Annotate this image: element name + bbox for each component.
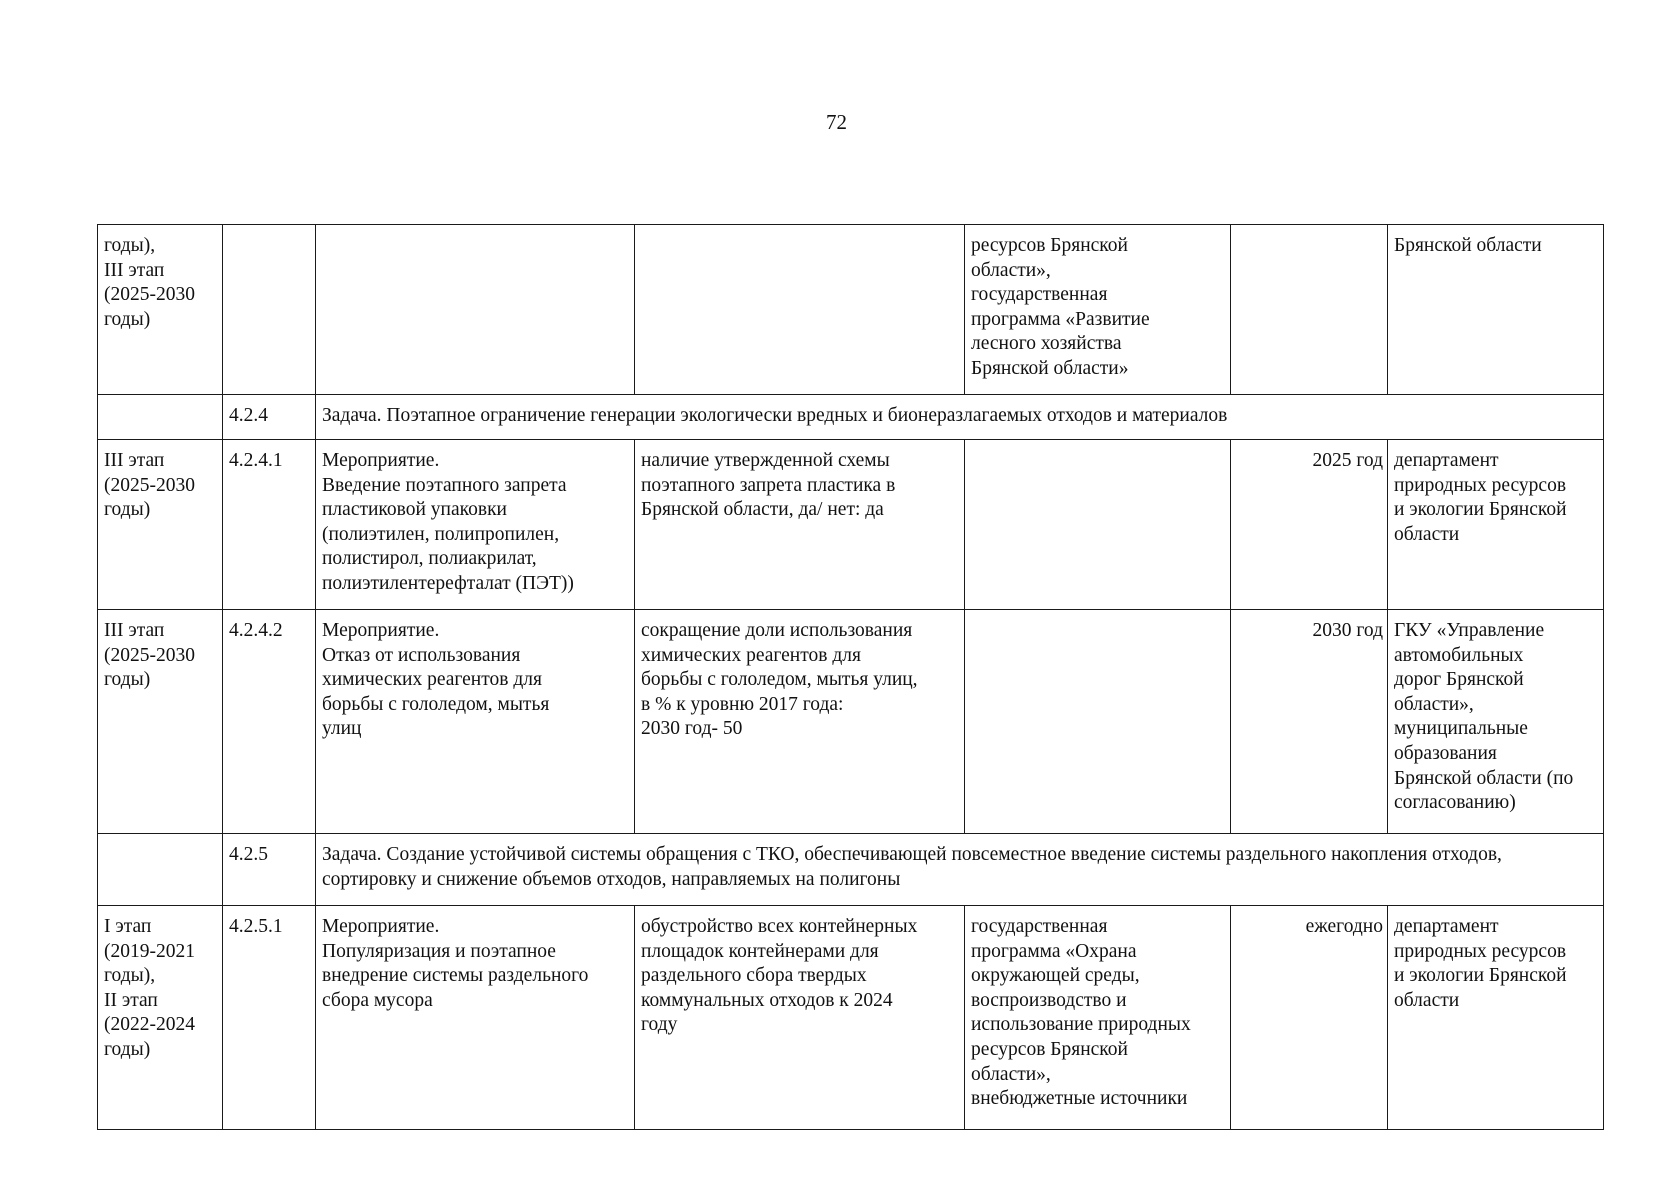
program-cell-line: окружающей среды,	[971, 965, 1140, 987]
program-cell-line: внебюджетные источники	[971, 1088, 1188, 1110]
executor-cell-line: дорог Брянской	[1394, 669, 1524, 691]
stage-cell-line: годы)	[104, 669, 151, 691]
page-number: 72	[826, 110, 847, 134]
measures-table	[97, 224, 1604, 1130]
stage-cell	[98, 440, 223, 610]
indicator-cell-line: коммунальных отходов к 2024	[641, 989, 893, 1011]
event-cell	[316, 225, 635, 395]
event-cell-line: Мероприятие.	[322, 450, 440, 471]
executor-cell-line: и экологии Брянской	[1394, 499, 1567, 521]
task-title: Задача. Создание устойчивой системы обращения с ТКО, обеспечивающей повсеместное введение системы раздельного накопления отходов, сортировку и снижение объемов отходов, направляемых на полигоны	[322, 844, 1502, 890]
event-cell-line: борьбы с гололедом, мытья	[322, 693, 550, 715]
stage-cell	[98, 906, 223, 1130]
executor-cell-line: муниципальные	[1394, 718, 1528, 740]
executor-cell-line: природных ресурсов	[1394, 940, 1567, 962]
program-cell-line: лесного хозяйства	[971, 333, 1122, 355]
program-cell	[965, 225, 1231, 395]
executor-cell-line: согласованию)	[1394, 792, 1516, 814]
program-cell-line: программа «Охрана	[971, 940, 1137, 962]
task-row	[98, 834, 1604, 906]
number-cell: 4.2.4	[223, 395, 316, 440]
executor-cell-line: области	[1394, 523, 1460, 545]
executor-cell-line: департамент	[1394, 916, 1499, 937]
event-cell-line: химических реагентов для	[322, 669, 542, 691]
program-cell-line: ресурсов Брянской	[971, 235, 1128, 256]
task-title-cell	[316, 395, 1604, 440]
event-cell-line: внедрение системы раздельного	[322, 965, 589, 987]
table-row	[98, 225, 1604, 395]
indicator-cell-line: Брянской области, да/ нет: да	[641, 499, 884, 521]
event-cell	[316, 906, 635, 1130]
executor-cell-line: и экологии Брянской	[1394, 965, 1567, 987]
stage-cell-line: (2025-2030	[104, 474, 195, 496]
stage-cell-line: годы),	[104, 965, 156, 987]
stage-cell-line: I этап	[104, 916, 152, 937]
executor-cell-line: департамент	[1394, 450, 1499, 471]
event-cell-line: сбора мусора	[322, 989, 433, 1011]
program-cell	[965, 440, 1231, 610]
program-cell-line: программа «Развитие	[971, 308, 1150, 330]
program-cell	[965, 610, 1231, 834]
program-cell-line: использование природных	[971, 1014, 1191, 1036]
executor-cell-line: Брянской области	[1394, 235, 1542, 256]
indicator-cell-line: борьбы с гололедом, мытья улиц,	[641, 669, 918, 691]
executor-cell-line: образования	[1394, 742, 1497, 764]
table-body	[98, 225, 1604, 1130]
indicator-cell-line: обустройство всех контейнерных	[641, 916, 918, 937]
event-cell-line: Мероприятие.	[322, 620, 440, 641]
executor-cell-line: Брянской области (по	[1394, 767, 1574, 789]
stage-cell-line: (2025-2030	[104, 284, 195, 306]
stage-cell-line: (2025-2030	[104, 644, 195, 666]
executor-cell-line: ГКУ «Управление	[1394, 620, 1545, 641]
indicator-cell-line: в % к уровню 2017 года:	[641, 693, 844, 715]
stage-cell-line: годы)	[104, 499, 151, 521]
number-cell	[223, 225, 316, 395]
indicator-cell-line: наличие утвержденной схемы	[641, 450, 890, 471]
executor-cell-line: области	[1394, 989, 1460, 1011]
program-cell-line: области»,	[971, 259, 1051, 281]
event-cell-line: улиц	[322, 718, 362, 740]
event-cell	[316, 440, 635, 610]
indicator-cell	[635, 225, 965, 395]
indicator-cell-line: химических реагентов для	[641, 644, 861, 666]
stage-cell	[98, 834, 223, 906]
indicator-cell-line: году	[641, 1014, 678, 1036]
stage-cell	[98, 225, 223, 395]
event-cell-line: пластиковой упаковки	[322, 499, 507, 521]
task-title-cell	[316, 834, 1604, 906]
indicator-cell-line: площадок контейнерами для	[641, 940, 879, 962]
term-cell	[1231, 225, 1388, 395]
task-row	[98, 395, 1604, 440]
event-cell-line: полистирол, полиакрилат,	[322, 548, 537, 570]
event-cell-line: Мероприятие.	[322, 916, 440, 937]
table-row	[98, 440, 1604, 610]
stage-cell-line: годы),	[104, 235, 156, 256]
term-cell: 2025 год	[1231, 440, 1388, 610]
number-cell: 4.2.5	[223, 834, 316, 906]
program-cell-line: государственная	[971, 916, 1108, 937]
executor-cell	[1388, 610, 1604, 834]
program-cell-line: воспроизводство и	[971, 989, 1127, 1011]
executor-cell-line: области»,	[1394, 693, 1474, 715]
number-cell: 4.2.5.1	[223, 906, 316, 1130]
indicator-cell	[635, 610, 965, 834]
event-cell-line: полиэтилентерефталат (ПЭТ))	[322, 572, 574, 594]
term-cell: 2030 год	[1231, 610, 1388, 834]
executor-cell	[1388, 906, 1604, 1130]
stage-cell	[98, 610, 223, 834]
program-cell-line: государственная	[971, 284, 1108, 306]
stage-cell-line: II этап	[104, 989, 158, 1011]
indicator-cell-line: 2030 год- 50	[641, 718, 743, 740]
indicator-cell-line: раздельного сбора твердых	[641, 965, 867, 987]
stage-cell-line: III этап	[104, 450, 165, 471]
program-cell-line: Брянской области»	[971, 357, 1129, 379]
table-row	[98, 610, 1604, 834]
event-cell-line: Популяризация и поэтапное	[322, 940, 556, 962]
stage-cell-line: (2019-2021	[104, 940, 195, 962]
stage-cell-line: годы)	[104, 1038, 151, 1060]
stage-cell-line: III этап	[104, 620, 165, 641]
event-cell-line: Введение поэтапного запрета	[322, 474, 567, 496]
indicator-cell	[635, 440, 965, 610]
table-row	[98, 906, 1604, 1130]
stage-cell	[98, 395, 223, 440]
event-cell-line: (полиэтилен, полипропилен,	[322, 523, 560, 545]
program-cell	[965, 906, 1231, 1130]
task-title: Задача. Поэтапное ограничение генерации экологически вредных и бионеразлагаемых отходов и материалов	[322, 405, 1228, 426]
event-cell-line: Отказ от использования	[322, 644, 521, 666]
stage-cell-line: годы)	[104, 308, 151, 330]
event-cell	[316, 610, 635, 834]
indicator-cell	[635, 906, 965, 1130]
executor-cell	[1388, 225, 1604, 395]
indicator-cell-line: сокращение доли использования	[641, 620, 913, 641]
executor-cell-line: природных ресурсов	[1394, 474, 1567, 496]
program-cell-line: области»,	[971, 1063, 1051, 1085]
indicator-cell-line: поэтапного запрета пластика в	[641, 474, 896, 496]
stage-cell-line: (2022-2024	[104, 1014, 195, 1036]
number-cell: 4.2.4.2	[223, 610, 316, 834]
number-cell: 4.2.4.1	[223, 440, 316, 610]
stage-cell-line: III этап	[104, 259, 165, 281]
term-cell: ежегодно	[1231, 906, 1388, 1130]
executor-cell-line: автомобильных	[1394, 644, 1524, 666]
executor-cell	[1388, 440, 1604, 610]
program-cell-line: ресурсов Брянской	[971, 1038, 1128, 1060]
